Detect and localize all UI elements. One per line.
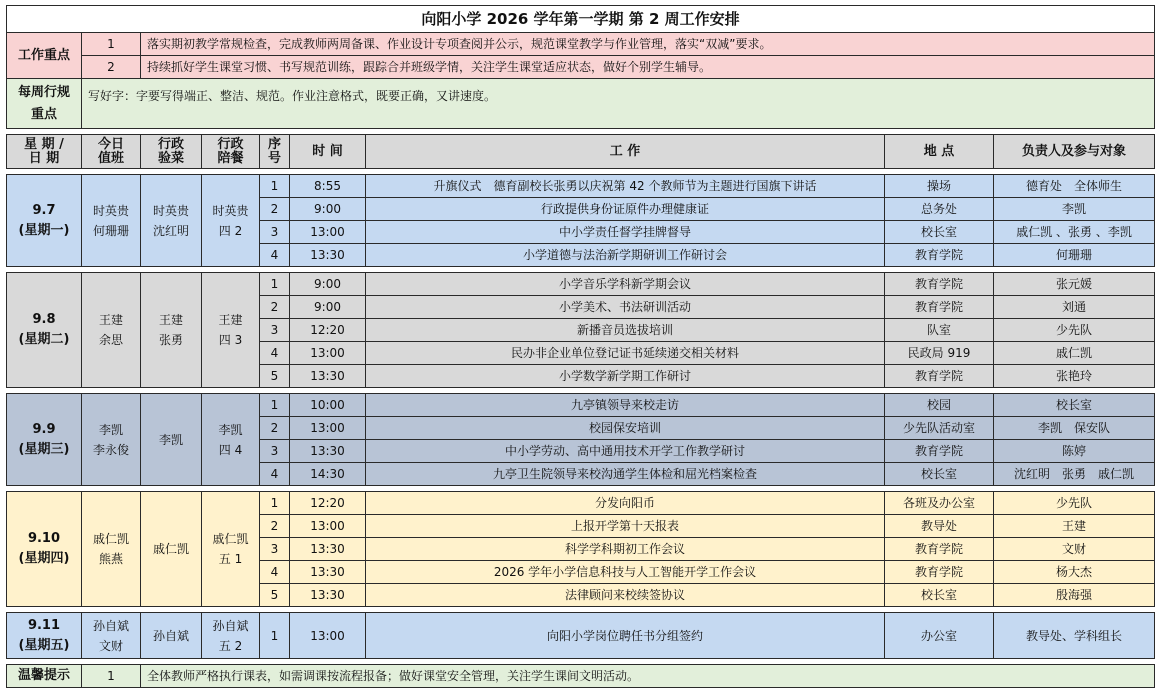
row-number: 2: [260, 296, 290, 319]
row-place: 办公室: [885, 613, 994, 659]
row-time: 13:30: [290, 244, 366, 267]
duty-cell: [82, 175, 141, 267]
row-work: 行政提供身份证原件办理健康证: [366, 198, 885, 221]
duty-cell-name: 王建: [98, 313, 123, 327]
check-cell: [141, 394, 202, 486]
row-number: 5: [260, 365, 290, 388]
row-owner: 校长室: [994, 394, 1155, 417]
meal-cell: [202, 175, 260, 267]
row-time: 13:00: [290, 515, 366, 538]
day-weekday: (星期三): [18, 441, 70, 457]
day-cell: [7, 492, 82, 607]
check-cell-name: 沈红明: [152, 223, 189, 238]
row-work: 小学道德与法治新学期研训工作研讨会: [366, 244, 885, 267]
schedule-row: [7, 273, 1155, 296]
row-number: 1: [260, 492, 290, 515]
tip-label: 温馨提示: [7, 665, 82, 688]
row-owner: 文财: [994, 538, 1155, 561]
row-number: 4: [260, 244, 290, 267]
row-owner: 李凯 保安队: [994, 417, 1155, 440]
row-work: 法律顾问来校续签协议: [366, 584, 885, 607]
duty-cell-name: 戚仁凯: [92, 532, 129, 546]
meal-cell-name: 王建: [218, 313, 243, 327]
row-number: 3: [260, 538, 290, 561]
row-number: 1: [260, 613, 290, 659]
day-date: 9.7: [32, 202, 56, 218]
row-owner: 张元媛: [994, 273, 1155, 296]
meal-cell-name: 五 2: [218, 638, 243, 653]
row-place: 校长室: [885, 221, 994, 244]
row-owner: 沈红明 张勇 戚仁凯: [994, 463, 1155, 486]
schedule-row: [7, 613, 1155, 659]
row-owner: 何珊珊: [994, 244, 1155, 267]
meal-cell-name: 孙自斌: [212, 618, 249, 633]
row-time: 13:00: [290, 417, 366, 440]
meal-cell: [202, 613, 260, 659]
row-work: 新播音员选拔培训: [366, 319, 885, 342]
header-duty: [82, 135, 141, 169]
row-place: 教育学院: [885, 244, 994, 267]
header-line: 星 期 /: [24, 136, 64, 152]
row-number: 3: [260, 221, 290, 244]
header-number: [260, 135, 290, 169]
check-cell-name: 孙自斌: [152, 628, 189, 643]
key-point-number: 1: [82, 33, 141, 56]
row-place: 队室: [885, 319, 994, 342]
header-line: 值班: [97, 150, 124, 166]
day-date: 9.11: [27, 617, 61, 633]
row-time: 10:00: [290, 394, 366, 417]
row-time: 12:20: [290, 319, 366, 342]
row-time: 13:00: [290, 221, 366, 244]
row-work: 升旗仪式 德育副校长张勇以庆祝第 42 个教师节为主题进行国旗下讲话: [366, 175, 885, 198]
meal-cell-name: 时英贵: [212, 203, 249, 218]
header-line: 今日: [97, 136, 124, 152]
row-place: 总务处: [885, 198, 994, 221]
row-work: 向阳小学岗位聘任书分组签约: [366, 613, 885, 659]
row-place: 民政局 919: [885, 342, 994, 365]
row-time: 13:30: [290, 538, 366, 561]
duty-cell-name: 何珊珊: [92, 223, 129, 238]
schedule-row: [7, 175, 1155, 198]
row-work: 2026 学年小学信息科技与人工智能开学工作会议: [366, 561, 885, 584]
key-point-number: 2: [82, 56, 141, 79]
row-time: 13:30: [290, 584, 366, 607]
row-number: 1: [260, 273, 290, 296]
row-owner: 少先队: [994, 492, 1155, 515]
day-date: 9.10: [27, 531, 61, 546]
meal-cell: [202, 273, 260, 388]
tip-number: 1: [82, 665, 141, 688]
row-time: 12:20: [290, 492, 366, 515]
header-line: 号: [267, 150, 281, 166]
day-weekday: (星期五): [18, 637, 70, 653]
duty-cell: [82, 613, 141, 659]
row-number: 1: [260, 175, 290, 198]
duty-cell: [82, 492, 141, 607]
duty-cell: [82, 394, 141, 486]
weekly-rule-text: 写好字：字要写得端正、整洁、规范。作业注意格式，既要正确，又讲速度。: [82, 79, 1155, 129]
key-points-label: 工作重点: [7, 33, 82, 79]
header-day: [7, 135, 82, 169]
check-cell: [141, 273, 202, 388]
row-time: 13:30: [290, 440, 366, 463]
duty-cell-name: 熊燕: [98, 552, 123, 566]
day-weekday: (星期四): [18, 551, 70, 566]
day-weekday: (星期二): [18, 332, 70, 347]
row-place: 各班及办公室: [885, 492, 994, 515]
duty-cell: [82, 273, 141, 388]
header-line: 陪餐: [217, 150, 244, 166]
row-number: 3: [260, 319, 290, 342]
row-number: 1: [260, 394, 290, 417]
row-work: 九亭卫生院领导来校沟通学生体检和屈光档案检查: [366, 463, 885, 486]
duty-cell-name: 余思: [98, 333, 123, 347]
schedule-row: [7, 394, 1155, 417]
row-owner: 教导处、学科组长: [994, 613, 1155, 659]
row-owner: 少先队: [994, 319, 1155, 342]
duty-cell-name: 李永俊: [92, 442, 129, 457]
key-point-text: 落实期初教学常规检查，完成教师两周备课、作业设计专项查阅并公示，规范课堂教学与作业管理，落实“双减”要求。: [141, 33, 1155, 56]
meal-cell-name: 戚仁凯: [212, 532, 249, 546]
row-place: 教育学院: [885, 365, 994, 388]
weekly-rule-label: [7, 79, 82, 129]
row-work: 科学学科期初工作会议: [366, 538, 885, 561]
row-number: 4: [260, 463, 290, 486]
row-owner: 刘通: [994, 296, 1155, 319]
row-owner: 李凯: [994, 198, 1155, 221]
row-owner: 陈婷: [994, 440, 1155, 463]
row-work: 民办非企业单位登记证书延续递交相关材料: [366, 342, 885, 365]
row-number: 4: [260, 561, 290, 584]
row-work: 中小学责任督学挂牌督导: [366, 221, 885, 244]
key-point-text: 持续抓好学生课堂习惯、书写规范训练，跟踪合并班级学情，关注学生课堂适应状态，做好个别学生辅导。: [141, 56, 1155, 79]
row-time: 9:00: [290, 198, 366, 221]
row-number: 2: [260, 417, 290, 440]
row-work: 中小学劳动、高中通用技术开学工作教学研讨: [366, 440, 885, 463]
row-owner: 杨大杰: [994, 561, 1155, 584]
check-cell: [141, 613, 202, 659]
check-cell-name: 李凯: [158, 432, 183, 447]
check-cell: [141, 492, 202, 607]
duty-cell-name: 孙自斌: [92, 618, 129, 633]
row-time: 13:00: [290, 613, 366, 659]
duty-cell-name: 李凯: [98, 422, 123, 437]
row-work: 小学美术、书法研训活动: [366, 296, 885, 319]
row-number: 2: [260, 515, 290, 538]
row-place: 校长室: [885, 463, 994, 486]
duty-cell-name: 文财: [98, 638, 123, 653]
weekly-rule-label-line: 每周行规: [17, 84, 70, 100]
row-place: 教育学院: [885, 561, 994, 584]
check-cell: [141, 175, 202, 267]
row-time: 13:30: [290, 561, 366, 584]
meal-cell-name: 四 2: [218, 223, 243, 238]
row-number: 4: [260, 342, 290, 365]
day-date: 9.8: [32, 312, 56, 327]
row-place: 教育学院: [885, 296, 994, 319]
row-place: 教导处: [885, 515, 994, 538]
schedule-sheet: [6, 5, 1155, 688]
header-check: [141, 135, 202, 169]
row-time: 8:55: [290, 175, 366, 198]
row-owner: 殷海强: [994, 584, 1155, 607]
row-place: 校长室: [885, 584, 994, 607]
header-line: 序: [267, 136, 281, 152]
row-time: 9:00: [290, 296, 366, 319]
row-place: 教育学院: [885, 273, 994, 296]
row-time: 13:30: [290, 365, 366, 388]
header-line: 行政: [157, 136, 184, 152]
day-cell: [7, 613, 82, 659]
row-owner: 戚仁凯: [994, 342, 1155, 365]
check-cell-name: 戚仁凯: [152, 542, 189, 556]
row-place: 操场: [885, 175, 994, 198]
row-owner: 戚仁凯 、张勇 、李凯: [994, 221, 1155, 244]
header-time: 时 间: [290, 135, 366, 169]
meal-cell-name: 四 4: [218, 442, 243, 457]
header-line: 日 期: [28, 150, 60, 166]
row-work: 校园保安培训: [366, 417, 885, 440]
day-cell: [7, 273, 82, 388]
row-work: 分发向阳币: [366, 492, 885, 515]
row-number: 3: [260, 440, 290, 463]
header-place: 地 点: [885, 135, 994, 169]
day-cell: [7, 175, 82, 267]
row-place: 校园: [885, 394, 994, 417]
row-work: 九亭镇领导来校走访: [366, 394, 885, 417]
meal-cell-name: 李凯: [218, 422, 243, 437]
tip-text: 全体教师严格执行课表，如需调课按流程报备；做好课堂安全管理，关注学生课间文明活动。: [141, 665, 1155, 688]
check-cell-name: 张勇: [158, 333, 183, 347]
meal-cell-name: 四 3: [218, 333, 243, 347]
row-place: 教育学院: [885, 538, 994, 561]
row-owner: 王建: [994, 515, 1155, 538]
header-work: 工 作: [366, 135, 885, 169]
row-place: 教育学院: [885, 440, 994, 463]
page-title: 向阳小学 2026 学年第一学期 第 2 周工作安排: [7, 6, 1155, 33]
row-number: 5: [260, 584, 290, 607]
row-work: 小学音乐学科新学期会议: [366, 273, 885, 296]
meal-cell: [202, 394, 260, 486]
header-meal: [202, 135, 260, 169]
row-time: 14:30: [290, 463, 366, 486]
row-work: 上报开学第十天报表: [366, 515, 885, 538]
check-cell-name: 王建: [158, 313, 183, 327]
weekly-rule-label-line: 重点: [30, 106, 57, 122]
meal-cell-name: 五 1: [218, 552, 243, 566]
day-weekday: (星期一): [18, 222, 70, 238]
tip-row: [7, 665, 1155, 688]
day-date: 9.9: [32, 421, 56, 437]
meal-cell: [202, 492, 260, 607]
schedule-row: [7, 492, 1155, 515]
row-number: 2: [260, 198, 290, 221]
row-owner: 德育处 全体师生: [994, 175, 1155, 198]
header-owner: 负责人及参与对象: [994, 135, 1155, 169]
row-time: 9:00: [290, 273, 366, 296]
header-line: 验菜: [157, 150, 184, 166]
row-work: 小学数学新学期工作研讨: [366, 365, 885, 388]
row-owner: 张艳玲: [994, 365, 1155, 388]
row-time: 13:00: [290, 342, 366, 365]
duty-cell-name: 时英贵: [92, 203, 129, 218]
row-place: 少先队活动室: [885, 417, 994, 440]
day-cell: [7, 394, 82, 486]
check-cell-name: 时英贵: [152, 203, 189, 218]
header-line: 行政: [217, 136, 244, 152]
schedule-table: [6, 5, 1155, 688]
